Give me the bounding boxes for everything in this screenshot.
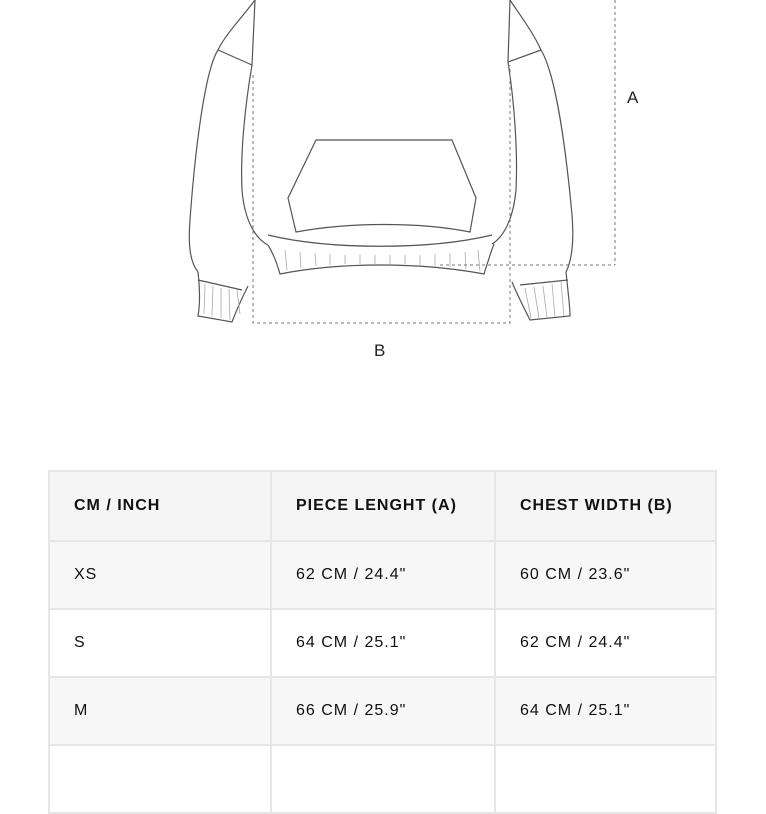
chest-cell: 62 CM / 24.4" — [495, 609, 716, 677]
length-cell: 62 CM / 24.4" — [271, 541, 495, 609]
hoodie-illustration — [0, 0, 766, 400]
column-header-length: PIECE LENGHT (A) — [271, 471, 495, 541]
length-cell: 64 CM / 25.1" — [271, 609, 495, 677]
length-cell: 66 CM / 25.9" — [271, 677, 495, 745]
dimension-label-a: A — [627, 88, 639, 107]
size-cell: S — [49, 609, 271, 677]
size-chart-table — [48, 470, 717, 814]
size-cell — [49, 745, 271, 813]
table-row — [49, 745, 716, 813]
size-diagram — [0, 0, 766, 400]
column-header-chest: CHEST WIDTH (B) — [495, 471, 716, 541]
column-header-size: CM / INCH — [49, 471, 271, 541]
table-row — [49, 541, 716, 609]
chest-cell — [495, 745, 716, 813]
table-row — [49, 609, 716, 677]
chest-cell: 60 CM / 23.6" — [495, 541, 716, 609]
table-row — [49, 677, 716, 745]
length-cell — [271, 745, 495, 813]
table-header-row — [49, 471, 716, 541]
chest-cell: 64 CM / 25.1" — [495, 677, 716, 745]
dimension-label-b: B — [374, 341, 386, 360]
size-cell: XS — [49, 541, 271, 609]
size-cell: M — [49, 677, 271, 745]
